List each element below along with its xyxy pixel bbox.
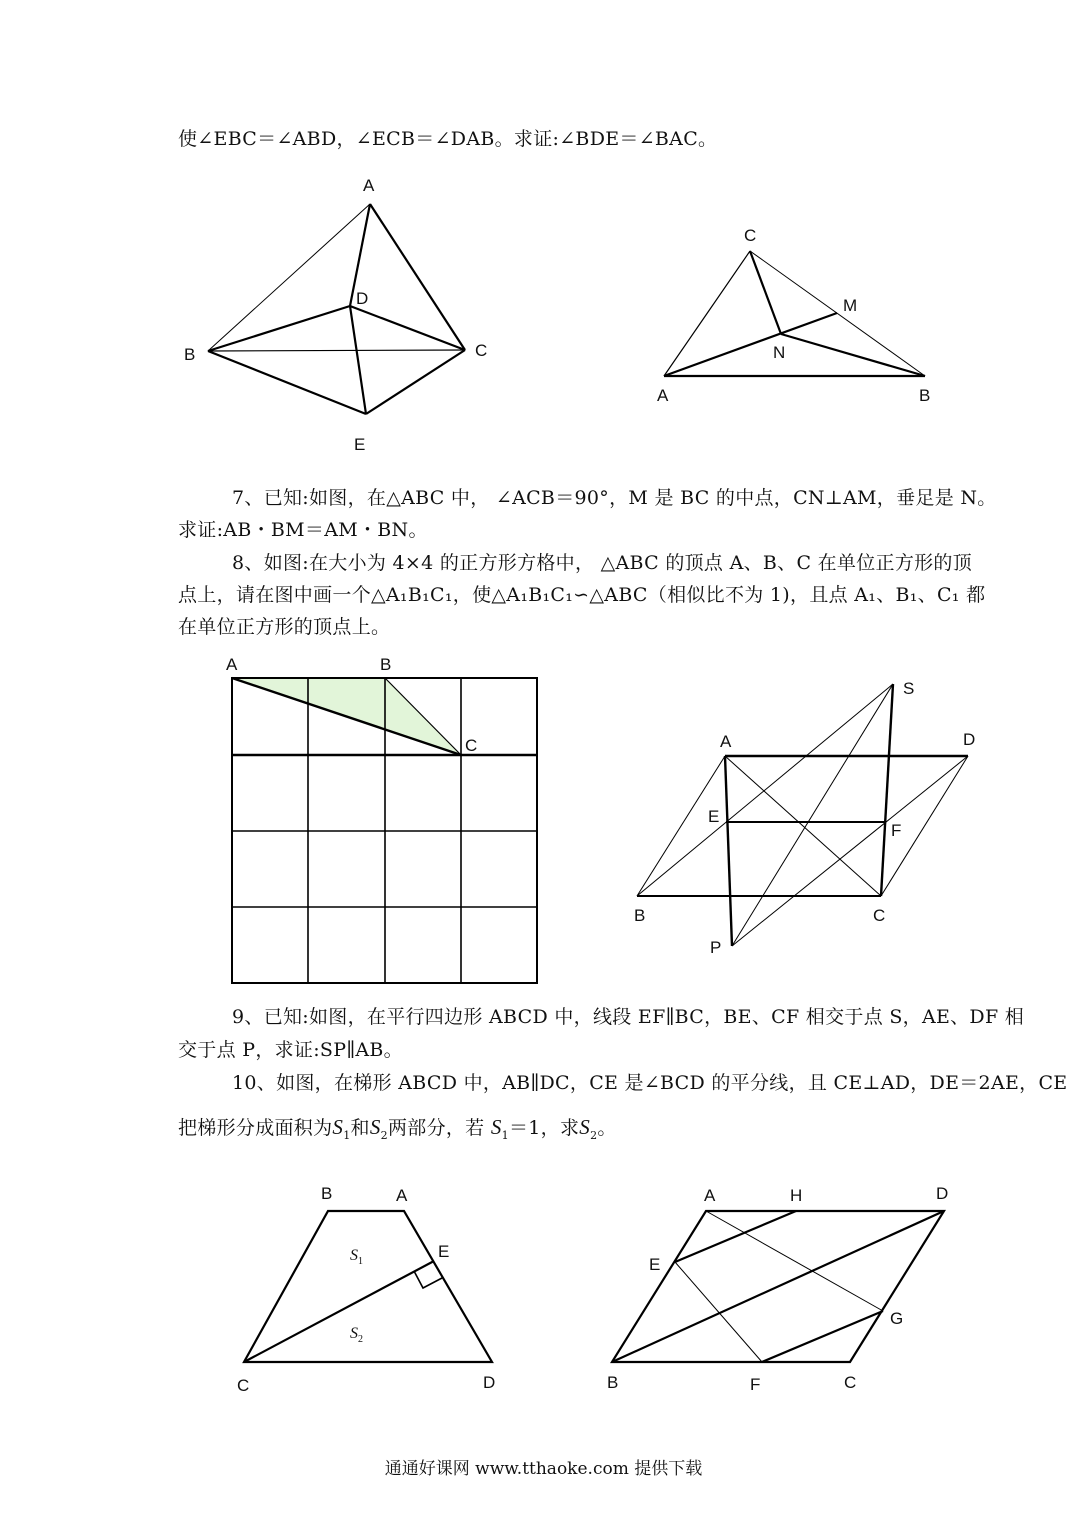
label-p: P bbox=[710, 938, 722, 957]
label-s1: $S_1$ bbox=[350, 1247, 363, 1267]
label-a: A bbox=[704, 1186, 716, 1205]
problem9-line1: 9、已知:如图，在平行四边形 ABCD 中，线段 EF∥BC，BE、CF 相交于点 S，AE、DF 相 bbox=[232, 1006, 1025, 1028]
problem7-line1: 7、已知:如图，在△ABC 中， ∠ACB＝90°，M 是 BC 的中点，CN⊥AM，垂足是 N。 bbox=[232, 487, 997, 509]
label-d: D bbox=[963, 730, 976, 749]
problem9-line2: 交于点 P，求证:SP∥AB。 bbox=[178, 1039, 403, 1061]
figure-right-triangle-abc bbox=[640, 220, 960, 420]
label-s: S bbox=[903, 679, 915, 698]
label-d: D bbox=[936, 1184, 949, 1203]
label-a: A bbox=[363, 176, 375, 195]
label-e: E bbox=[708, 807, 720, 826]
label-b: B bbox=[184, 345, 196, 364]
label-c: C bbox=[873, 906, 886, 925]
figure-trapezoid-abcd bbox=[220, 1175, 520, 1400]
label-f: F bbox=[750, 1375, 761, 1394]
label-f: F bbox=[891, 821, 902, 840]
label-c: C bbox=[465, 736, 478, 755]
label-e: E bbox=[354, 435, 366, 454]
label-b: B bbox=[919, 386, 931, 405]
label-h: H bbox=[790, 1186, 803, 1205]
label-b: B bbox=[607, 1373, 619, 1392]
figure-parallelogram-efgh bbox=[600, 1175, 970, 1400]
label-s2: $S_2$ bbox=[350, 1325, 363, 1345]
figure-grid-4x4 bbox=[220, 650, 550, 990]
problem7-line2: 求证:AB・BM＝AM・BN。 bbox=[178, 519, 428, 541]
label-e: E bbox=[438, 1242, 450, 1261]
label-m: M bbox=[843, 296, 858, 315]
problem8-line2: 点上，请在图中画一个△A₁B₁C₁，使△A₁B₁C₁∽△ABC（相似比不为 1)，且点 A₁、B₁、C₁ 都 bbox=[178, 584, 986, 606]
label-e: E bbox=[649, 1255, 661, 1274]
label-c: C bbox=[237, 1376, 250, 1395]
problem8-line3: 在单位正方形的顶点上。 bbox=[178, 616, 391, 638]
label-a: A bbox=[657, 386, 669, 405]
label-a: A bbox=[720, 732, 732, 751]
label-b: B bbox=[634, 906, 646, 925]
label-g: G bbox=[890, 1309, 904, 1328]
label-a: A bbox=[396, 1186, 408, 1205]
label-d: D bbox=[483, 1373, 496, 1392]
label-d: D bbox=[356, 289, 369, 308]
problem6-tail: 使∠EBC＝∠ABD，∠ECB＝∠DAB。求证:∠BDE＝∠BAC。 bbox=[178, 128, 718, 150]
label-c: C bbox=[844, 1373, 857, 1392]
figure-parallelogram-spef bbox=[625, 672, 995, 962]
label-c: C bbox=[744, 226, 757, 245]
problem10-line1: 10、如图，在梯形 ABCD 中，AB∥DC，CE 是∠BCD 的平分线，且 CE⊥AD，DE＝2AE，CE bbox=[232, 1072, 1068, 1094]
label-a: A bbox=[226, 655, 238, 674]
label-c: C bbox=[475, 341, 488, 360]
label-b: B bbox=[321, 1184, 333, 1203]
label-b: B bbox=[380, 655, 392, 674]
figure-quadrilateral-abce bbox=[170, 168, 510, 468]
footer-credit: 通通好课网 www.tthaoke.com 提供下载 bbox=[384, 1459, 703, 1479]
problem8-line1: 8、如图:在大小为 4×4 的正方形方格中， △ABC 的顶点 A、B、C 在单位正方形的顶 bbox=[232, 552, 973, 574]
problem10-line2: 把梯形分成面积为$S_1$和$S_2$两部分，若 $S_1=1$，求$S_2$。 bbox=[178, 1115, 617, 1142]
label-n: N bbox=[773, 343, 786, 362]
